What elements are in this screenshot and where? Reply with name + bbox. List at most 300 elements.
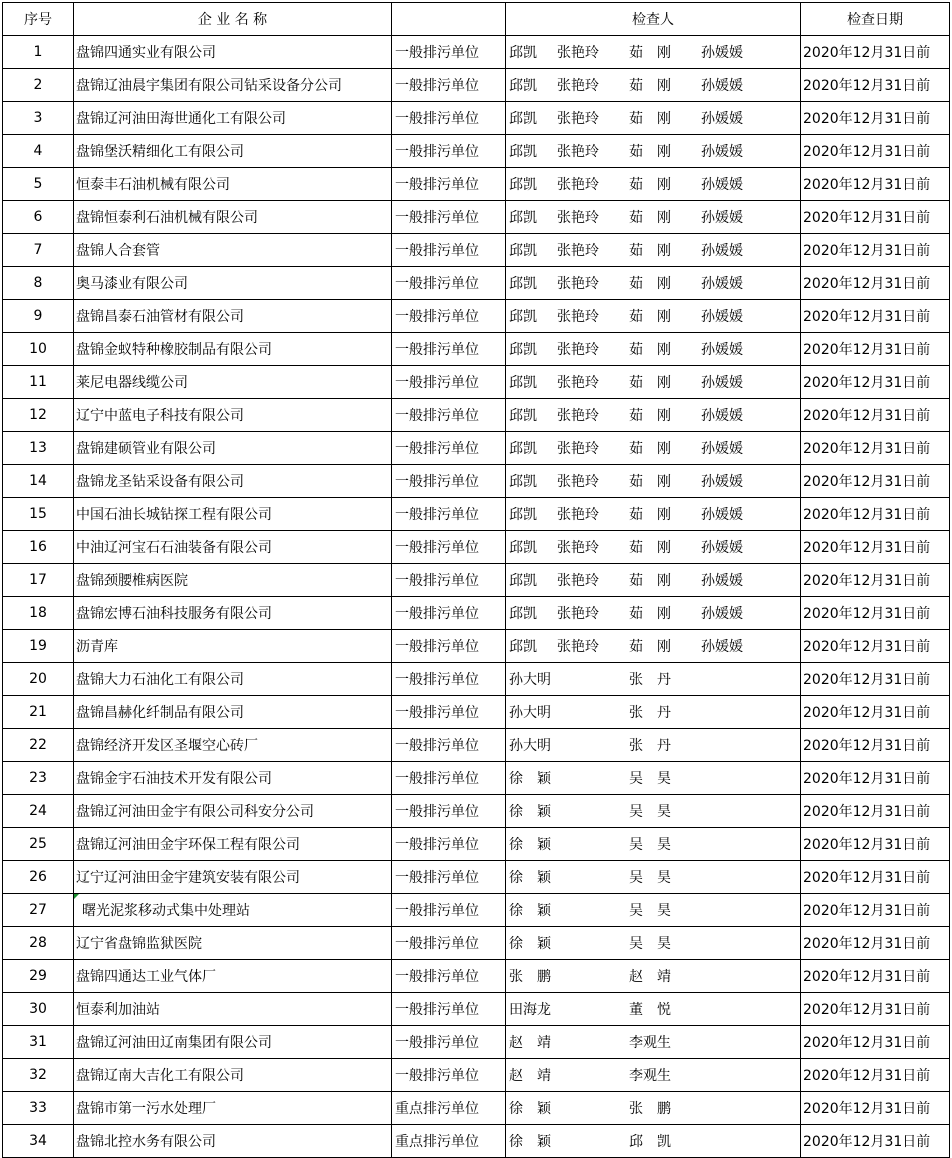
company-name-cell: 中油辽河宝石石油装备有限公司 [74, 531, 392, 564]
serial-number-cell: 9 [3, 300, 74, 333]
inspection-date-cell: 2020年12月31日前 [801, 1125, 950, 1158]
table-row [3, 762, 950, 795]
inspection-date-cell: 2020年12月31日前 [801, 828, 950, 861]
serial-number-cell: 4 [3, 135, 74, 168]
inspectors-cell [506, 1092, 801, 1125]
inspection-date-cell: 2020年12月31日前 [801, 399, 950, 432]
company-name-cell: 盘锦辽油晨宇集团有限公司钻采设备分公司 [74, 69, 392, 102]
inspectors-cell [506, 696, 801, 729]
unit-type-cell: 一般排污单位 [392, 135, 506, 168]
inspector-name: 徐 颖 [509, 804, 551, 820]
unit-type-cell: 一般排污单位 [392, 729, 506, 762]
unit-type-cell: 一般排污单位 [392, 630, 506, 663]
serial-number-cell: 8 [3, 267, 74, 300]
inspector-name: 邱凯 [509, 243, 537, 259]
inspector-name: 邱凯 [509, 573, 537, 589]
table-row [3, 1125, 950, 1158]
table-row [3, 432, 950, 465]
inspector-name: 邱凯 [509, 408, 537, 424]
inspector-name: 孙媛媛 [701, 309, 743, 325]
unit-type-cell: 一般排污单位 [392, 564, 506, 597]
inspector-name: 张艳玲 [557, 210, 599, 226]
inspector-name: 孙媛媛 [701, 375, 743, 391]
inspector-name: 田海龙 [509, 1002, 551, 1018]
table-row [3, 36, 950, 69]
company-name-cell: 盘锦市第一污水处理厂 [74, 1092, 392, 1125]
serial-number-cell: 28 [3, 927, 74, 960]
inspector-name: 邱凯 [509, 177, 537, 193]
inspector-name: 张艳玲 [557, 342, 599, 358]
inspector-name: 张艳玲 [557, 441, 599, 457]
inspector-name: 吴 昊 [629, 804, 671, 820]
unit-type-cell: 一般排污单位 [392, 663, 506, 696]
inspector-name: 邱凯 [509, 639, 537, 655]
inspector-name: 茹 刚 [629, 375, 671, 391]
inspectors-cell [506, 927, 801, 960]
table-row [3, 960, 950, 993]
inspection-date-cell: 2020年12月31日前 [801, 267, 950, 300]
table-row [3, 300, 950, 333]
inspector-name: 孙媛媛 [701, 276, 743, 292]
inspector-name: 张 丹 [629, 672, 671, 688]
unit-type-cell: 一般排污单位 [392, 234, 506, 267]
serial-number-cell: 13 [3, 432, 74, 465]
inspector-name: 邱凯 [509, 45, 537, 61]
inspection-date-cell: 2020年12月31日前 [801, 498, 950, 531]
inspection-date-cell: 2020年12月31日前 [801, 630, 950, 663]
company-name-cell: 盘锦大力石油化工有限公司 [74, 663, 392, 696]
inspection-date-cell: 2020年12月31日前 [801, 531, 950, 564]
inspector-name: 徐 颖 [509, 1101, 551, 1117]
serial-number-cell: 6 [3, 201, 74, 234]
serial-number-cell: 30 [3, 993, 74, 1026]
unit-type-cell: 一般排污单位 [392, 333, 506, 366]
unit-type-cell: 一般排污单位 [392, 399, 506, 432]
serial-number-cell: 25 [3, 828, 74, 861]
inspector-name: 茹 刚 [629, 639, 671, 655]
inspector-name: 孙媛媛 [701, 408, 743, 424]
inspector-name: 赵 靖 [509, 1035, 551, 1051]
serial-number-cell: 2 [3, 69, 74, 102]
serial-number-cell: 33 [3, 1092, 74, 1125]
inspection-date-cell: 2020年12月31日前 [801, 69, 950, 102]
unit-type-cell: 重点排污单位 [392, 1125, 506, 1158]
unit-type-cell: 一般排污单位 [392, 366, 506, 399]
inspector-name: 徐 颖 [509, 771, 551, 787]
inspector-name: 邱凯 [509, 342, 537, 358]
inspector-name: 张艳玲 [557, 639, 599, 655]
table-row [3, 630, 950, 663]
inspectors-cell [506, 828, 801, 861]
inspection-date-cell: 2020年12月31日前 [801, 465, 950, 498]
serial-number-cell: 10 [3, 333, 74, 366]
inspector-name: 赵 靖 [509, 1068, 551, 1084]
inspector-name: 徐 颖 [509, 1134, 551, 1150]
inspector-name: 邱凯 [509, 474, 537, 490]
inspector-name: 张艳玲 [557, 144, 599, 160]
table-row [3, 828, 950, 861]
company-name-cell: 盘锦辽南大吉化工有限公司 [74, 1059, 392, 1092]
unit-type-cell: 一般排污单位 [392, 696, 506, 729]
unit-type-cell: 一般排污单位 [392, 1026, 506, 1059]
inspector-name: 孙媛媛 [701, 210, 743, 226]
company-name-cell: 中国石油长城钻探工程有限公司 [74, 498, 392, 531]
inspector-name: 张 鹏 [509, 969, 551, 985]
unit-type-cell: 一般排污单位 [392, 795, 506, 828]
inspectors-cell [506, 432, 801, 465]
unit-type-cell: 一般排污单位 [392, 267, 506, 300]
inspector-name: 茹 刚 [629, 441, 671, 457]
inspector-name: 孙媛媛 [701, 342, 743, 358]
inspector-name: 茹 刚 [629, 144, 671, 160]
serial-number-cell: 5 [3, 168, 74, 201]
inspector-name: 张艳玲 [557, 540, 599, 556]
unit-type-cell: 一般排污单位 [392, 498, 506, 531]
serial-number-cell: 12 [3, 399, 74, 432]
inspector-name: 茹 刚 [629, 342, 671, 358]
table-row [3, 102, 950, 135]
inspection-date-cell: 2020年12月31日前 [801, 1059, 950, 1092]
inspector-name: 张艳玲 [557, 375, 599, 391]
serial-number-cell: 24 [3, 795, 74, 828]
inspector-name: 邱凯 [509, 375, 537, 391]
inspector-name: 张艳玲 [557, 276, 599, 292]
inspection-date-cell: 2020年12月31日前 [801, 927, 950, 960]
inspector-name: 邱凯 [509, 210, 537, 226]
inspectors-cell [506, 135, 801, 168]
unit-type-cell: 一般排污单位 [392, 465, 506, 498]
inspection-date-cell: 2020年12月31日前 [801, 696, 950, 729]
inspectors-cell [506, 36, 801, 69]
inspector-name: 邱凯 [509, 507, 537, 523]
inspectors-cell [506, 69, 801, 102]
table-row [3, 267, 950, 300]
company-name-cell: 盘锦辽河油田海世通化工有限公司 [74, 102, 392, 135]
unit-type-cell: 一般排污单位 [392, 531, 506, 564]
inspector-name: 张艳玲 [557, 573, 599, 589]
table-row [3, 465, 950, 498]
inspector-name: 张 鹏 [629, 1101, 671, 1117]
unit-type-cell: 一般排污单位 [392, 432, 506, 465]
unit-type-cell: 一般排污单位 [392, 69, 506, 102]
inspector-name: 孙媛媛 [701, 177, 743, 193]
inspection-date-cell: 2020年12月31日前 [801, 993, 950, 1026]
inspector-name: 吴 昊 [629, 903, 671, 919]
company-name-cell: 盘锦金蚁特种橡胶制品有限公司 [74, 333, 392, 366]
inspectors-cell [506, 531, 801, 564]
inspection-date-cell: 2020年12月31日前 [801, 762, 950, 795]
inspector-name: 邱凯 [509, 111, 537, 127]
inspection-date-cell: 2020年12月31日前 [801, 564, 950, 597]
inspector-name: 茹 刚 [629, 309, 671, 325]
serial-number-cell: 20 [3, 663, 74, 696]
serial-number-cell: 34 [3, 1125, 74, 1158]
inspectors-cell [506, 498, 801, 531]
serial-number-cell: 18 [3, 597, 74, 630]
serial-number-cell: 17 [3, 564, 74, 597]
inspectors-cell [506, 267, 801, 300]
inspector-name: 吴 昊 [629, 837, 671, 853]
unit-type-cell: 一般排污单位 [392, 300, 506, 333]
unit-type-cell: 一般排污单位 [392, 36, 506, 69]
inspector-name: 茹 刚 [629, 606, 671, 622]
inspection-date-cell: 2020年12月31日前 [801, 135, 950, 168]
serial-number-cell: 26 [3, 861, 74, 894]
table-row [3, 201, 950, 234]
inspector-name: 张艳玲 [557, 111, 599, 127]
table-row [3, 399, 950, 432]
header-unit-type [392, 3, 506, 36]
company-name-cell: 辽宁省盘锦监狱医院 [74, 927, 392, 960]
inspectors-cell [506, 861, 801, 894]
serial-number-cell: 27 [3, 894, 74, 927]
unit-type-cell: 一般排污单位 [392, 201, 506, 234]
inspector-name: 邱凯 [509, 309, 537, 325]
inspectors-cell [506, 168, 801, 201]
inspector-name: 吴 昊 [629, 771, 671, 787]
serial-number-cell: 3 [3, 102, 74, 135]
inspector-name: 董 悦 [629, 1002, 671, 1018]
company-name-cell: 辽宁中蓝电子科技有限公司 [74, 399, 392, 432]
company-name-cell: 盘锦恒泰利石油机械有限公司 [74, 201, 392, 234]
serial-number-cell: 32 [3, 1059, 74, 1092]
inspectors-cell [506, 729, 801, 762]
inspectors-cell [506, 960, 801, 993]
table-row [3, 729, 950, 762]
company-name-cell: 盘锦金宇石油技术开发有限公司 [74, 762, 392, 795]
inspectors-cell [506, 993, 801, 1026]
inspector-name: 张 丹 [629, 705, 671, 721]
table-body [3, 36, 950, 1158]
company-name-cell: 盘锦辽河油田金宇有限公司科安分公司 [74, 795, 392, 828]
table-row [3, 861, 950, 894]
serial-number-cell: 11 [3, 366, 74, 399]
serial-number-cell: 19 [3, 630, 74, 663]
inspection-date-cell: 2020年12月31日前 [801, 432, 950, 465]
inspectors-cell [506, 663, 801, 696]
company-name-cell: 盘锦人合套管 [74, 234, 392, 267]
inspectors-cell [506, 1125, 801, 1158]
inspector-name: 张艳玲 [557, 309, 599, 325]
inspection-date-cell: 2020年12月31日前 [801, 333, 950, 366]
inspector-name: 张艳玲 [557, 243, 599, 259]
inspection-date-cell: 2020年12月31日前 [801, 894, 950, 927]
company-name-cell: 盘锦颈腰椎病医院 [74, 564, 392, 597]
header-inspectors: 检查人 [506, 3, 801, 36]
inspection-date-cell: 2020年12月31日前 [801, 36, 950, 69]
inspector-name: 孙媛媛 [701, 78, 743, 94]
header-inspection-date: 检查日期 [801, 3, 950, 36]
unit-type-cell: 一般排污单位 [392, 1059, 506, 1092]
inspectors-cell [506, 366, 801, 399]
inspection-date-cell: 2020年12月31日前 [801, 795, 950, 828]
inspection-date-cell: 2020年12月31日前 [801, 663, 950, 696]
inspector-name: 张艳玲 [557, 177, 599, 193]
inspectors-cell [506, 1059, 801, 1092]
inspector-name: 孙媛媛 [701, 111, 743, 127]
table-row [3, 1026, 950, 1059]
inspectors-cell [506, 762, 801, 795]
inspector-name: 孙媛媛 [701, 573, 743, 589]
company-name-cell: 盘锦堡沃精细化工有限公司 [74, 135, 392, 168]
serial-number-cell: 7 [3, 234, 74, 267]
inspector-name: 孙大明 [509, 672, 551, 688]
company-name-cell: 盘锦龙圣钻采设备有限公司 [74, 465, 392, 498]
inspectors-cell [506, 1026, 801, 1059]
inspector-name: 孙媛媛 [701, 474, 743, 490]
inspector-name: 邱 凯 [629, 1134, 671, 1150]
inspection-date-cell: 2020年12月31日前 [801, 168, 950, 201]
table-row [3, 597, 950, 630]
inspector-name: 茹 刚 [629, 177, 671, 193]
inspectors-cell [506, 333, 801, 366]
company-name-cell: 恒泰利加油站 [74, 993, 392, 1026]
company-name-cell: 盘锦建硕管业有限公司 [74, 432, 392, 465]
header-serial-number: 序号 [3, 3, 74, 36]
serial-number-cell: 16 [3, 531, 74, 564]
inspectors-cell [506, 597, 801, 630]
company-name-cell: 盘锦四通实业有限公司 [74, 36, 392, 69]
inspector-name: 茹 刚 [629, 111, 671, 127]
inspection-date-cell: 2020年12月31日前 [801, 102, 950, 135]
unit-type-cell: 一般排污单位 [392, 762, 506, 795]
company-name-cell: 沥青库 [74, 630, 392, 663]
inspector-name: 张艳玲 [557, 507, 599, 523]
inspection-date-cell: 2020年12月31日前 [801, 366, 950, 399]
serial-number-cell: 22 [3, 729, 74, 762]
inspector-name: 邱凯 [509, 606, 537, 622]
inspector-name: 茹 刚 [629, 507, 671, 523]
inspectors-cell [506, 234, 801, 267]
company-name-cell: 盘锦经济开发区圣堰空心砖厂 [74, 729, 392, 762]
inspector-name: 茹 刚 [629, 540, 671, 556]
inspector-name: 茹 刚 [629, 45, 671, 61]
inspection-date-cell: 2020年12月31日前 [801, 729, 950, 762]
inspector-name: 徐 颖 [509, 903, 551, 919]
inspectors-cell [506, 630, 801, 663]
company-name-cell: 盘锦四通达工业气体厂 [74, 960, 392, 993]
inspectors-cell [506, 300, 801, 333]
company-name-cell: 盘锦宏博石油科技服务有限公司 [74, 597, 392, 630]
inspector-name: 张艳玲 [557, 408, 599, 424]
table-row [3, 333, 950, 366]
company-name-cell: 奥马漆业有限公司 [74, 267, 392, 300]
inspectors-cell [506, 399, 801, 432]
inspection-date-cell: 2020年12月31日前 [801, 597, 950, 630]
table-row [3, 927, 950, 960]
inspector-name: 邱凯 [509, 144, 537, 160]
inspector-name: 茹 刚 [629, 78, 671, 94]
unit-type-cell: 一般排污单位 [392, 102, 506, 135]
inspector-name: 吴 昊 [629, 936, 671, 952]
table-row [3, 564, 950, 597]
header-company-name: 企 业 名 称 [74, 3, 392, 36]
inspectors-cell [506, 201, 801, 234]
company-name-cell: 辽宁辽河油田金宇建筑安装有限公司 [74, 861, 392, 894]
table-row [3, 1059, 950, 1092]
inspector-name: 张 丹 [629, 738, 671, 754]
inspector-name: 茹 刚 [629, 243, 671, 259]
unit-type-cell: 一般排污单位 [392, 828, 506, 861]
inspector-name: 张艳玲 [557, 78, 599, 94]
inspector-name: 徐 颖 [509, 936, 551, 952]
inspector-name: 茹 刚 [629, 276, 671, 292]
inspector-name: 徐 颖 [509, 837, 551, 853]
inspector-name: 邱凯 [509, 540, 537, 556]
inspector-name: 徐 颖 [509, 870, 551, 886]
table-row [3, 531, 950, 564]
inspector-name: 孙大明 [509, 705, 551, 721]
inspector-name: 张艳玲 [557, 606, 599, 622]
inspection-date-cell: 2020年12月31日前 [801, 861, 950, 894]
serial-number-cell: 29 [3, 960, 74, 993]
table-row [3, 69, 950, 102]
inspector-name: 茹 刚 [629, 573, 671, 589]
serial-number-cell: 21 [3, 696, 74, 729]
inspector-name: 李观生 [629, 1035, 671, 1051]
header-row [3, 3, 950, 36]
table-row [3, 234, 950, 267]
serial-number-cell: 1 [3, 36, 74, 69]
table-row [3, 366, 950, 399]
serial-number-cell: 14 [3, 465, 74, 498]
unit-type-cell: 一般排污单位 [392, 960, 506, 993]
inspectors-cell [506, 894, 801, 927]
inspection-date-cell: 2020年12月31日前 [801, 1092, 950, 1125]
inspection-date-cell: 2020年12月31日前 [801, 300, 950, 333]
inspector-name: 孙媛媛 [701, 243, 743, 259]
inspector-name: 邱凯 [509, 441, 537, 457]
table-row [3, 894, 950, 927]
company-name-cell: 盘锦昌赫化纤制品有限公司 [74, 696, 392, 729]
company-name-cell: 恒泰丰石油机械有限公司 [74, 168, 392, 201]
inspector-name: 张艳玲 [557, 474, 599, 490]
inspector-name: 邱凯 [509, 78, 537, 94]
inspectors-cell [506, 102, 801, 135]
inspector-name: 赵 靖 [629, 969, 671, 985]
inspector-name: 李观生 [629, 1068, 671, 1084]
inspection-date-cell: 2020年12月31日前 [801, 201, 950, 234]
inspector-name: 茹 刚 [629, 408, 671, 424]
table-row [3, 1092, 950, 1125]
table-row [3, 795, 950, 828]
inspector-name: 张艳玲 [557, 45, 599, 61]
serial-number-cell: 23 [3, 762, 74, 795]
inspector-name: 孙媛媛 [701, 540, 743, 556]
table-row [3, 168, 950, 201]
inspector-name: 孙媛媛 [701, 639, 743, 655]
inspector-name: 孙媛媛 [701, 441, 743, 457]
company-name-cell: 盘锦北控水务有限公司 [74, 1125, 392, 1158]
unit-type-cell: 重点排污单位 [392, 1092, 506, 1125]
inspection-date-cell: 2020年12月31日前 [801, 960, 950, 993]
table-row [3, 498, 950, 531]
inspectors-cell [506, 795, 801, 828]
inspector-name: 孙媛媛 [701, 507, 743, 523]
table-row [3, 135, 950, 168]
inspector-name: 茹 刚 [629, 474, 671, 490]
inspection-date-cell: 2020年12月31日前 [801, 1026, 950, 1059]
serial-number-cell: 15 [3, 498, 74, 531]
unit-type-cell: 一般排污单位 [392, 993, 506, 1026]
unit-type-cell: 一般排污单位 [392, 894, 506, 927]
company-name-cell: 盘锦辽河油田金宇环保工程有限公司 [74, 828, 392, 861]
inspector-name: 孙媛媛 [701, 606, 743, 622]
table-row [3, 696, 950, 729]
unit-type-cell: 一般排污单位 [392, 597, 506, 630]
inspector-name: 茹 刚 [629, 210, 671, 226]
unit-type-cell: 一般排污单位 [392, 168, 506, 201]
